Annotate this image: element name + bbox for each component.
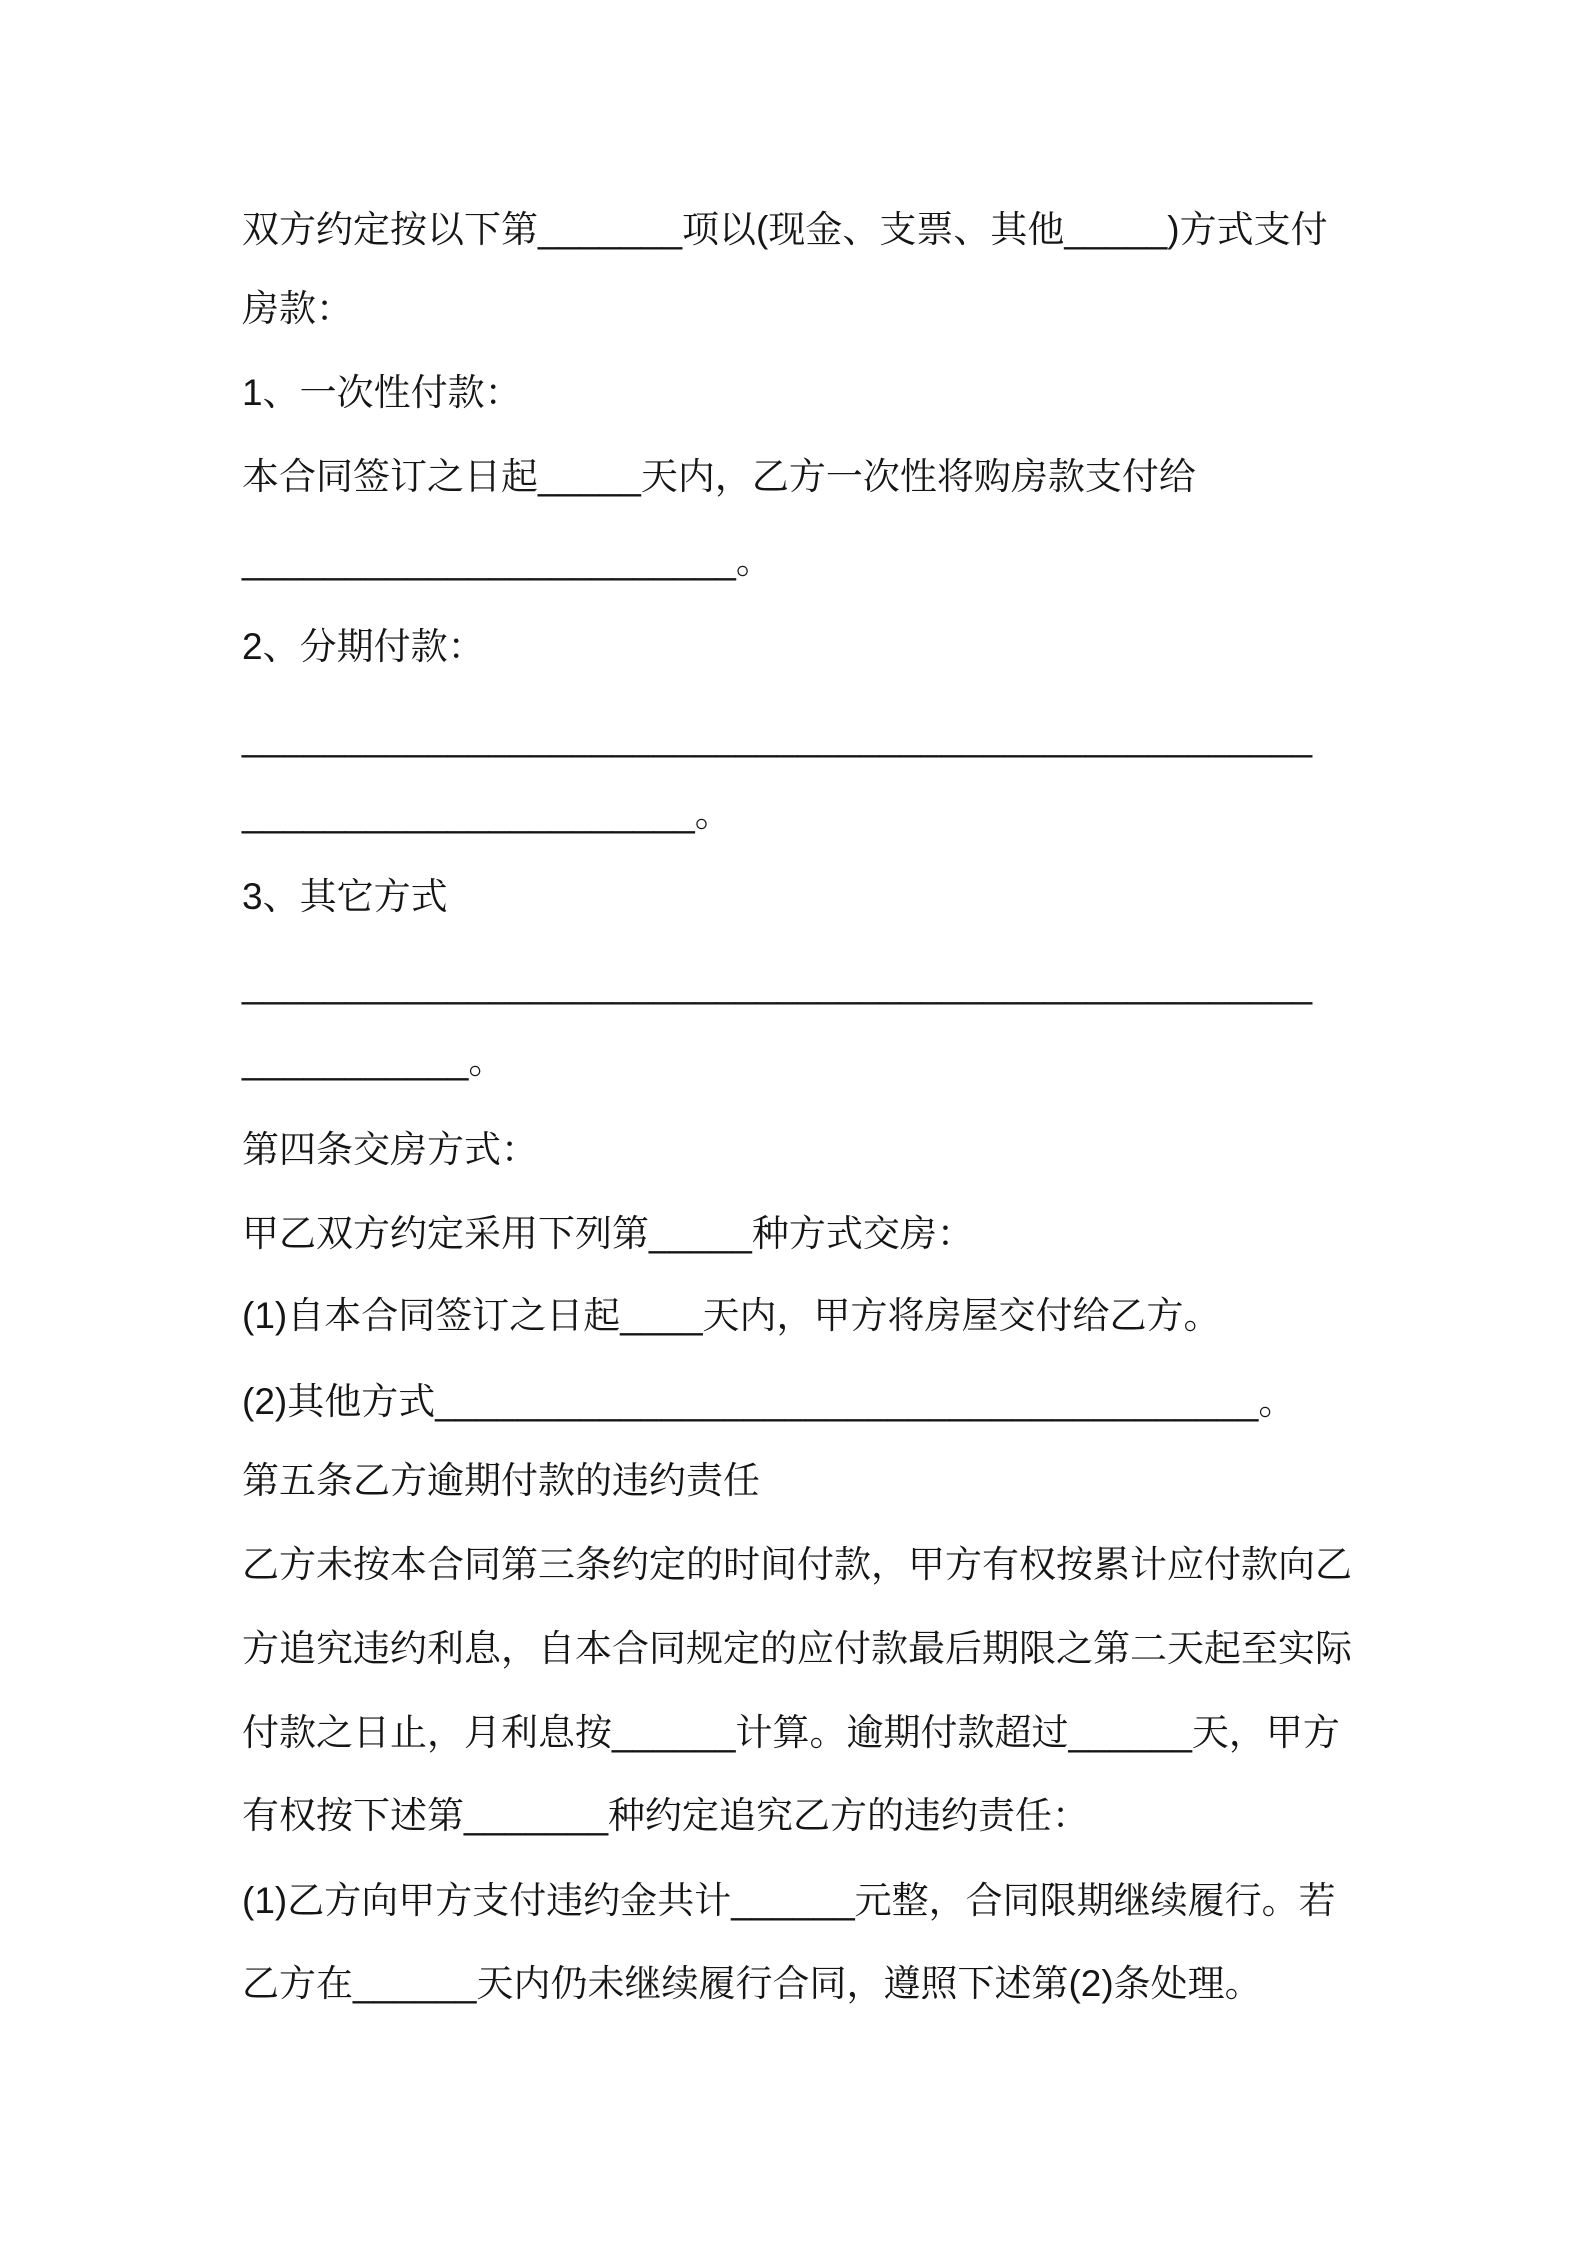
- payment-option-3-blank-2: ___________。: [242, 1040, 506, 1081]
- payment-clause-text-cont: 房款：: [242, 288, 353, 329]
- payment-option-2-heading: 2、分期付款：: [242, 626, 485, 667]
- payment-clause-text: 双方约定按以下第_______项以(现金、支票、其他_____)方式支付: [242, 209, 1328, 250]
- payment-option-3-blank-1: ____________________________________________________: [242, 964, 1313, 1005]
- breach-option-1-line: 乙方在______天内仍未继续履行合同，遵照下述第(2)条处理。: [242, 1963, 1262, 2004]
- payment-option-2-blank-2: ______________________。: [242, 793, 732, 834]
- delivery-option-1: (1)自本合同签订之日起____天内，甲方将房屋交付给乙方。: [242, 1295, 1221, 1336]
- payment-option-1-blank: ________________________。: [242, 540, 773, 581]
- article-5-text-line: 方追究违约利息，自本合同规定的应付款最后期限之第二天起至实际: [242, 1628, 1352, 1669]
- delivery-option-2: (2)其他方式________________________________________。: [242, 1381, 1296, 1422]
- article-5-text-line: 乙方未按本合同第三条约定的时间付款，甲方有权按累计应付款向乙: [242, 1544, 1352, 1585]
- article-4-text: 甲乙双方约定采用下列第_____种方式交房：: [242, 1213, 974, 1254]
- payment-option-1-heading: 1、一次性付款：: [242, 372, 522, 413]
- breach-option-1-line: (1)乙方向甲方支付违约金共计______元整，合同限期继续履行。若: [242, 1880, 1336, 1921]
- article-5-heading: 第五条乙方逾期付款的违约责任: [242, 1460, 760, 1501]
- article-5-text-line: 付款之日止，月利息按______计算。逾期付款超过______天，甲方: [242, 1712, 1340, 1753]
- article-5-text-line: 有权按下述第_______种约定追究乙方的违约责任：: [242, 1795, 1090, 1836]
- payment-option-1-text: 本合同签订之日起_____天内，乙方一次性将购房款支付给: [242, 456, 1196, 497]
- payment-option-3-heading: 3、其它方式: [242, 876, 448, 917]
- payment-option-2-blank-1: ____________________________________________________: [242, 717, 1313, 758]
- article-4-heading: 第四条交房方式：: [242, 1129, 538, 1170]
